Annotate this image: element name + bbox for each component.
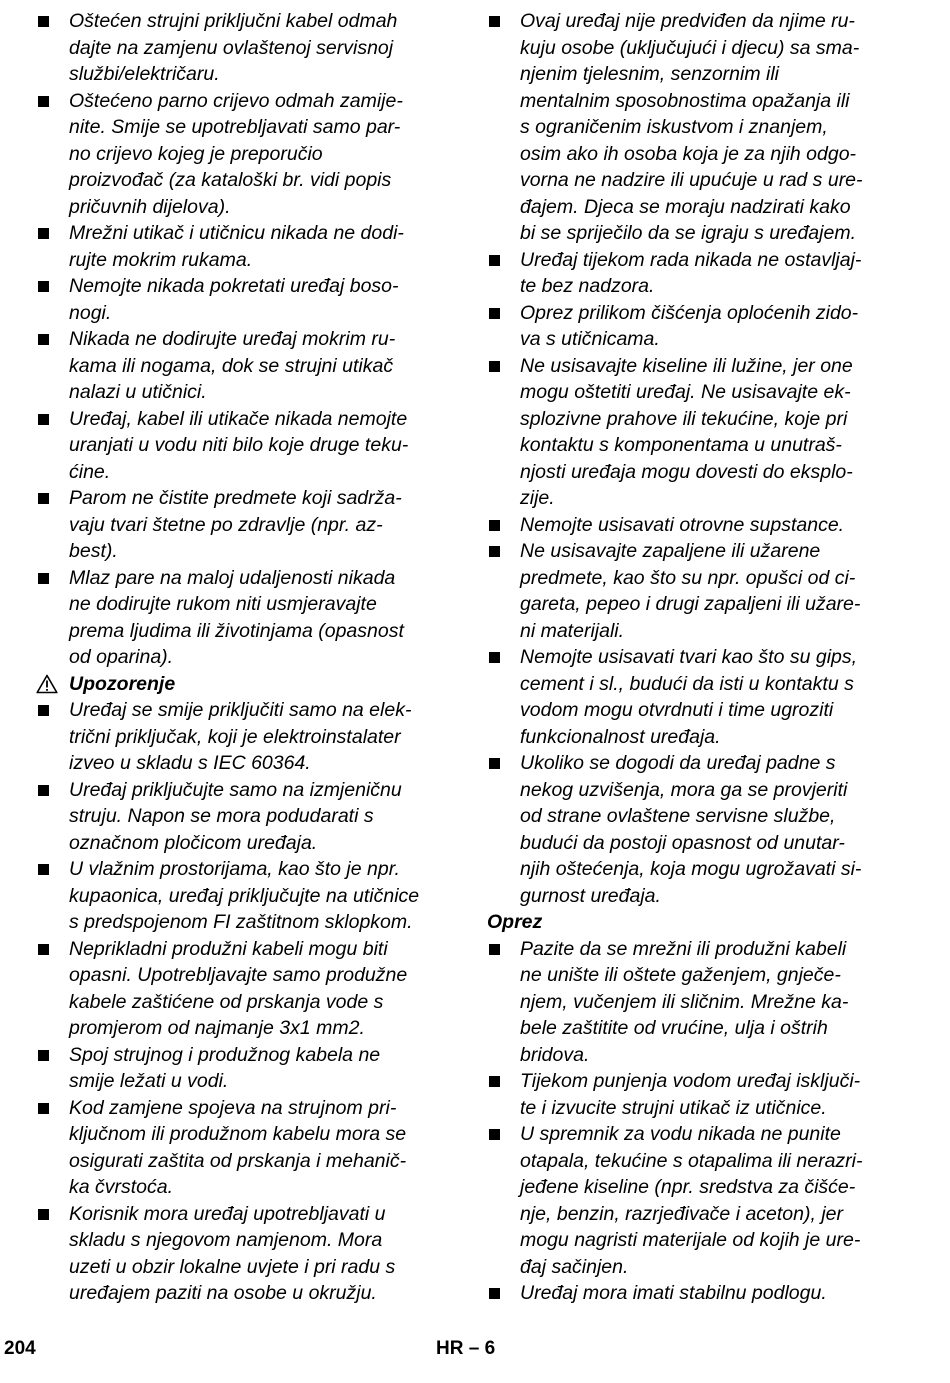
list-item-line: Ovaj uređaj nije predviđen da njime ru- xyxy=(520,10,855,32)
list-item-line: vaju tvari štetne po zdravlje (npr. az- xyxy=(69,513,383,536)
list-item-line: osim ako ih osoba koja je za njih odgo- xyxy=(520,142,857,165)
square-bullet-icon xyxy=(489,520,500,531)
list-item-line: Nemojte usisavati tvari kao što su gips, xyxy=(520,646,858,668)
square-bullet-icon xyxy=(489,1076,500,1087)
square-bullet-icon xyxy=(38,1209,49,1220)
list-item-line: s predspojenom FI zaštitnom sklopkom. xyxy=(69,911,413,933)
list-item xyxy=(487,247,901,300)
list-item xyxy=(36,88,450,221)
list-item-line: Neprikladni produžni kabeli mogu biti xyxy=(69,937,388,960)
square-bullet-icon xyxy=(489,1129,500,1140)
list-item-line: označnom pločicom uređaja. xyxy=(69,831,318,854)
list-item-line: ćine. xyxy=(69,460,111,483)
list-item-line: Uređaj priključujte samo na izmjeničnu xyxy=(69,778,402,801)
list-item-line: bi se spriječilo da se igraju s uređajem. xyxy=(520,222,856,244)
list-item-line: cement i sl., budući da isti u kontaktu s xyxy=(520,672,854,695)
right-list-b xyxy=(487,936,901,1307)
list-item-line: Uređaj mora imati stabilnu podlogu. xyxy=(520,1282,827,1304)
list-item-line: mogu oštetiti uređaj. Ne usisavajte ek- xyxy=(520,381,851,403)
square-bullet-icon xyxy=(38,414,49,425)
right-column xyxy=(487,8,901,1307)
list-item-line: vodom mogu otvrdnuti i time ugroziti xyxy=(520,699,834,721)
square-bullet-icon xyxy=(38,281,49,292)
square-bullet-icon xyxy=(38,1103,49,1114)
list-item-line: od oparina). xyxy=(69,646,174,668)
list-item-line: promjerom od najmanje 3x1 mm2. xyxy=(69,1017,365,1039)
square-bullet-icon xyxy=(38,705,49,716)
list-item xyxy=(487,538,901,644)
left-list-a xyxy=(36,8,450,671)
list-item-line: Tijekom punjenja vodom uređaj isključi- xyxy=(520,1070,861,1092)
right-list-a xyxy=(487,8,901,909)
list-item xyxy=(36,273,450,326)
square-bullet-icon xyxy=(489,944,500,955)
square-bullet-icon xyxy=(489,16,500,27)
list-item-line: skladu s njegovom namjenom. Mora xyxy=(69,1229,383,1251)
list-item xyxy=(36,485,450,565)
square-bullet-icon xyxy=(38,864,49,875)
square-bullet-icon xyxy=(38,1050,49,1061)
list-item xyxy=(36,856,450,936)
list-item-line: vorna ne nadzire ili upućuje u rad s ure- xyxy=(520,169,863,191)
list-item-line: splozivne prahove ili tekućine, koje pri xyxy=(520,407,848,430)
list-item xyxy=(36,697,450,777)
square-bullet-icon xyxy=(489,361,500,372)
list-item-line: njenim tjelesnim, senzornim ili xyxy=(520,63,780,85)
list-item-line: ne unište ili oštete gaženjem, gnječe- xyxy=(520,964,841,986)
list-item-line: bridova. xyxy=(520,1043,590,1066)
list-item-line: nje, benzin, razrjeđivače i aceton), jer xyxy=(520,1202,843,1225)
list-item-line: prema ljudima ili životinjama (opasnost xyxy=(69,619,404,642)
list-item xyxy=(487,1121,901,1280)
list-item-line: mogu nagristi materijale od kojih je ure- xyxy=(520,1229,861,1251)
list-item-line: kupaonica, uređaj priključujte na utičnice xyxy=(69,884,420,907)
list-item-line: Oštećeno parno crijevo odmah zamije- xyxy=(69,89,403,112)
left-column xyxy=(36,8,450,1307)
list-item-line: nalazi u utičnici. xyxy=(69,381,207,403)
list-item-line: kama ili nogama, dok se strujni utikač xyxy=(69,354,394,377)
list-item-line: uzeti u obzir lokalne uvjete i pri radu s xyxy=(69,1255,396,1278)
list-item-line: kabele zaštićene od prskanja vode s xyxy=(69,990,384,1013)
square-bullet-icon xyxy=(38,228,49,239)
list-item-line: ka čvrstoća. xyxy=(69,1176,174,1198)
list-item-line: struju. Napon se mora podudarati s xyxy=(69,805,374,827)
list-item xyxy=(36,565,450,671)
list-item-line: Uređaj se smije priključiti samo na elek- xyxy=(69,699,412,721)
list-item xyxy=(487,8,901,247)
warning-triangle-icon xyxy=(36,674,58,694)
list-item-line: opasni. Upotrebljavajte samo produžne xyxy=(69,964,408,986)
list-item-line: njosti uređaja mogu dovesti do eksplo- xyxy=(520,460,853,483)
list-item-line: nekog uzvišenja, mora ga se provjeriti xyxy=(520,778,848,801)
list-item-line: otapala, tekućine s otapalima ili nerazri- xyxy=(520,1149,863,1172)
list-item xyxy=(487,1280,901,1307)
square-bullet-icon xyxy=(489,308,500,319)
square-bullet-icon xyxy=(38,493,49,504)
list-item-line: nogi. xyxy=(69,301,112,324)
square-bullet-icon xyxy=(38,96,49,107)
list-item xyxy=(36,936,450,1042)
list-item xyxy=(36,1095,450,1201)
square-bullet-icon xyxy=(38,334,49,345)
list-item-line: va s utičnicama. xyxy=(520,328,660,350)
list-item-line: no crijevo kojeg je preporučio xyxy=(69,142,323,165)
square-bullet-icon xyxy=(38,573,49,584)
list-item-line: dajte na zamjenu ovlaštenoj servisnoj xyxy=(69,36,394,59)
list-item-line: uranjati u vodu niti bilo koje druge teku- xyxy=(69,434,409,456)
list-item-line: od strane ovlaštene servisne službe, xyxy=(520,805,836,827)
square-bullet-icon xyxy=(489,255,500,266)
list-item-line: Oštećen strujni priključni kabel odmah xyxy=(69,10,398,32)
square-bullet-icon xyxy=(38,944,49,955)
list-item xyxy=(36,326,450,406)
list-item-line: Parom ne čistite predmete koji sadrža- xyxy=(69,487,402,509)
list-item-line: gurnost uređaja. xyxy=(520,884,661,907)
square-bullet-icon xyxy=(489,652,500,663)
list-item xyxy=(487,512,901,539)
list-item-line: kuju osobe (uključujući i djecu) sa sma- xyxy=(520,36,860,59)
warning-heading xyxy=(36,671,450,698)
list-item xyxy=(487,644,901,750)
list-item-line: mentalnim sposobnostima opažanja ili xyxy=(520,89,850,112)
list-item-line: ključnom ili produžnom kabelu mora se xyxy=(69,1123,407,1145)
list-item xyxy=(487,936,901,1069)
list-item-line: rujte mokrim rukama. xyxy=(69,248,253,271)
list-item-line: Uređaj, kabel ili utikače nikada nemojte xyxy=(69,407,408,430)
list-item-line: best). xyxy=(69,540,118,562)
list-item-line: jeđene kiseline (npr. sredstva za čišće- xyxy=(520,1176,856,1198)
list-item-line: predmete, kao što su npr. opušci od ci- xyxy=(520,566,856,589)
list-item-line: ni materijali. xyxy=(520,619,625,642)
section-code: HR – 6 xyxy=(436,1338,496,1359)
list-item-line: bele zaštitite od vrućine, ulja i oštrih xyxy=(520,1017,828,1039)
square-bullet-icon xyxy=(38,785,49,796)
list-item-line: pričuvnih dijelova). xyxy=(69,195,231,218)
list-item-line: funkcionalnost uređaja. xyxy=(520,725,721,748)
list-item-line: Nemojte nikada pokretati uređaj boso- xyxy=(69,275,399,297)
list-item-line: đajem. Djeca se moraju nadzirati kako xyxy=(520,195,851,218)
list-item xyxy=(36,406,450,486)
list-item-line: izveo u skladu s IEC 60364. xyxy=(69,752,311,774)
list-item xyxy=(487,300,901,353)
list-item xyxy=(36,220,450,273)
list-item-line: gareta, pepeo i drugi zapaljeni ili užare- xyxy=(520,593,861,615)
list-item xyxy=(487,353,901,512)
list-item-line: Pazite da se mrežni ili produžni kabeli xyxy=(520,937,847,960)
list-item-line: Kod zamjene spojeva na strujnom pri- xyxy=(69,1096,397,1119)
list-item-line: s ograničenim iskustvom i znanjem, xyxy=(520,116,828,138)
list-item xyxy=(487,1068,901,1121)
square-bullet-icon xyxy=(38,16,49,27)
list-item-line: njem, vučenjem ili sličnim. Mrežne ka- xyxy=(520,990,849,1013)
list-item-line: Korisnik mora uređaj upotrebljavati u xyxy=(69,1202,386,1225)
list-item xyxy=(36,1201,450,1307)
warning-heading-text: Upozorenje xyxy=(69,672,176,695)
list-item-line: službi/električaru. xyxy=(69,63,220,85)
list-item-line: zije. xyxy=(520,487,555,509)
list-item-line: smije ležati u vodi. xyxy=(69,1070,229,1092)
caution-heading: Oprez xyxy=(487,911,543,933)
list-item-line: uređajem paziti na osobe u okružju. xyxy=(69,1282,377,1304)
list-item-line: ne dodirujte rukom niti usmjeravajte xyxy=(69,593,377,615)
square-bullet-icon xyxy=(489,1288,500,1299)
list-item-line: te i izvucite strujni utikač iz utičnice. xyxy=(520,1096,827,1119)
square-bullet-icon xyxy=(489,758,500,769)
list-item-line: osigurati zaštita od prskanja i mehanič- xyxy=(69,1149,407,1172)
list-item-line: budući da postoji opasnost od unutar- xyxy=(520,831,845,854)
list-item-line: Uređaj tijekom rada nikada ne ostavljaj- xyxy=(520,248,862,271)
list-item-line: Ne usisavajte kiseline ili lužine, jer one xyxy=(520,354,853,377)
list-item xyxy=(36,1042,450,1095)
list-item-line: te bez nadzora. xyxy=(520,275,655,297)
list-item-line: Oprez prilikom čišćenja oploćenih zido- xyxy=(520,301,859,324)
list-item-line: Mlaz pare na maloj udaljenosti nikada xyxy=(69,566,396,589)
list-item-line: Mrežni utikač i utičnicu nikada ne dodi- xyxy=(69,222,404,244)
list-item-line: Ukoliko se dogodi da uređaj padne s xyxy=(520,752,836,774)
list-item-line: trični priključak, koji je elektroinstalater xyxy=(69,725,401,748)
list-item-line: Nemojte usisavati otrovne supstance. xyxy=(520,513,845,536)
list-item-line: Spoj strujnog i produžnog kabela ne xyxy=(69,1043,381,1066)
list-item xyxy=(487,750,901,909)
list-item-line: Ne usisavajte zapaljene ili užarene xyxy=(520,540,821,562)
list-item-line: đaj sačinjen. xyxy=(520,1255,629,1278)
page-number: 204 xyxy=(4,1338,36,1359)
list-item-line: proizvođač (za kataloški br. vidi popis xyxy=(69,169,392,191)
list-item xyxy=(36,8,450,88)
list-item-line: Nikada ne dodirujte uređaj mokrim ru- xyxy=(69,328,396,350)
list-item-line: njih oštećenja, koja mogu ugrožavati si- xyxy=(520,858,862,880)
list-item-line: U spremnik za vodu nikada ne punite xyxy=(520,1123,841,1145)
list-item-line: U vlažnim prostorijama, kao što je npr. xyxy=(69,858,400,880)
list-item-line: kontaktu s komponentama u unutraš- xyxy=(520,434,842,456)
list-item xyxy=(36,777,450,857)
left-list-b xyxy=(36,697,450,1307)
list-item-line: nite. Smije se upotrebljavati samo par- xyxy=(69,116,401,138)
square-bullet-icon xyxy=(489,546,500,557)
